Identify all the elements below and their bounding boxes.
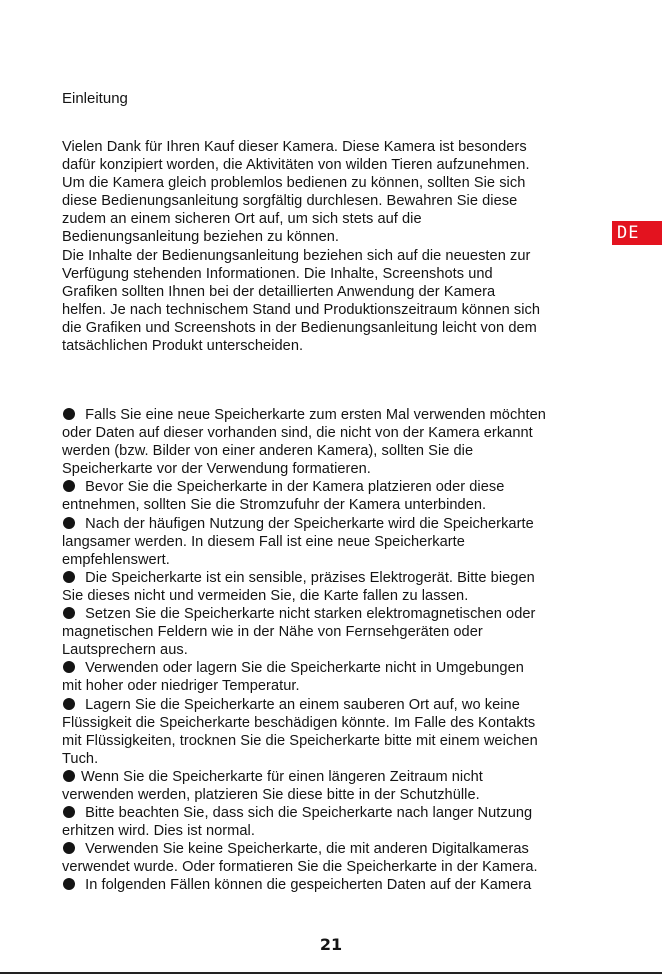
bullet-line: Falls Sie eine neue Speicherkarte zum ersten Mal verwenden möchten [62, 406, 632, 424]
intro-line: die Grafiken und Screenshots in der Bedienungsanleitung leicht von dem [62, 319, 537, 336]
bullet-line: mit hoher oder niedriger Temperatur. [62, 678, 300, 695]
intro-line: diese Bedienungsanleitung sorgfältig durchlesen. Bewahren Sie diese [62, 193, 518, 210]
bullet-dot-icon [63, 571, 75, 583]
bullet-dot-icon [63, 878, 75, 890]
bullet-dot-icon [63, 806, 75, 818]
bullet-line: Speicherkarte vor der Verwendung formatieren. [62, 461, 371, 478]
bullet-line: Verwenden oder lagern Sie die Speicherkarte nicht in Umgebungen [62, 659, 632, 677]
bullet-line: entnehmen, sollten Sie die Stromzufuhr der Kamera unterbinden. [62, 497, 487, 514]
bullet-dot-icon [63, 770, 75, 782]
bullet-dot-icon [63, 607, 75, 619]
bullet-line: magnetischen Feldern wie in der Nähe von Fernsehgeräten oder [62, 624, 483, 641]
bullet-dot-icon [63, 698, 75, 710]
intro-line: dafür konzipiert worden, die Aktivitäten von wilden Tieren aufzunehmen. [62, 157, 530, 174]
intro-line: tatsächlichen Produkt unterscheiden. [62, 338, 304, 355]
intro-paragraph [62, 138, 622, 355]
bullet-dot-icon [63, 517, 75, 529]
bullet-line: Lautsprechern aus. [62, 642, 188, 659]
bullet-line: In folgenden Fällen können die gespeicherten Daten auf der Kamera [62, 876, 632, 894]
bullet-line: Sie dieses nicht und vermeiden Sie, die Karte fallen zu lassen. [62, 587, 469, 604]
bullet-dot-icon [63, 842, 75, 854]
intro-line: Verfügung stehenden Informationen. Die Inhalte, Screenshots und [62, 265, 493, 282]
intro-line: Um die Kamera gleich problemlos bedienen zu können, sollten Sie sich [62, 175, 526, 192]
intro-line: zudem an einem sicheren Ort auf, um sich stets auf die [62, 211, 422, 228]
bottom-divider [0, 972, 662, 974]
language-tab-badge: DE [612, 221, 662, 245]
intro-line: Bedienungsanleitung beziehen zu können. [62, 229, 340, 246]
bullet-line: langsamer werden. In diesem Fall ist eine neue Speicherkarte [62, 533, 465, 550]
bullet-line: werden (bzw. Bilder von einer anderen Kamera), sollten Sie die [62, 443, 474, 460]
bullet-line: Verwenden Sie keine Speicherkarte, die mit anderen Digitalkameras [62, 840, 632, 858]
bullet-line: Tuch. [62, 750, 99, 767]
bullet-line: verwenden werden, platzieren Sie diese bitte in der Schutzhülle. [62, 786, 480, 803]
bullet-line: mit Flüssigkeiten, trocknen Sie die Speicherkarte bitte mit einem weichen [62, 732, 538, 749]
bullet-line: oder Daten auf dieser vorhanden sind, die nicht von der Kamera erkannt [62, 425, 533, 442]
intro-line: Grafiken sollten Ihnen bei der detaillierten Anwendung der Kamera [62, 283, 496, 300]
bullet-line: empfehlenswert. [62, 551, 170, 568]
bullet-line: Flüssigkeit die Speicherkarte beschädigen könnte. Im Falle des Kontakts [62, 714, 536, 731]
bullet-line: verwendet wurde. Oder formatieren Sie die Speicherkarte in der Kamera. [62, 859, 538, 876]
bullet-line: Bitte beachten Sie, dass sich die Speicherkarte nach langer Nutzung [62, 804, 632, 822]
bullet-line: erhitzen wird. Dies ist normal. [62, 823, 255, 840]
intro-line: Vielen Dank für Ihren Kauf dieser Kamera. Diese Kamera ist besonders [62, 139, 527, 155]
bullet-line: Setzen Sie die Speicherkarte nicht starken elektromagnetischen oder [62, 605, 632, 623]
intro-line: Die Inhalte der Bedienungsanleitung beziehen sich auf die neuesten zur [62, 247, 531, 264]
bullet-dot-icon [63, 408, 75, 420]
memory-card-notes-list [62, 406, 632, 895]
section-heading: Einleitung [62, 90, 128, 107]
bullet-dot-icon [63, 661, 75, 673]
page-number: 21 [319, 935, 343, 954]
intro-line: helfen. Je nach technischem Stand und Produktionszeitraum können sich [62, 301, 541, 318]
bullet-line: Lagern Sie die Speicherkarte an einem sauberen Ort auf, wo keine [62, 696, 632, 714]
bullet-line: Nach der häufigen Nutzung der Speicherkarte wird die Speicherkarte [62, 515, 632, 533]
bullet-dot-icon [63, 480, 75, 492]
bullet-line: Wenn Sie die Speicherkarte für einen längeren Zeitraum nicht [62, 768, 632, 786]
bullet-line: Bevor Sie die Speicherkarte in der Kamera platzieren oder diese [62, 478, 632, 496]
bullet-line: Die Speicherkarte ist ein sensible, präzises Elektrogerät. Bitte biegen [62, 569, 632, 587]
